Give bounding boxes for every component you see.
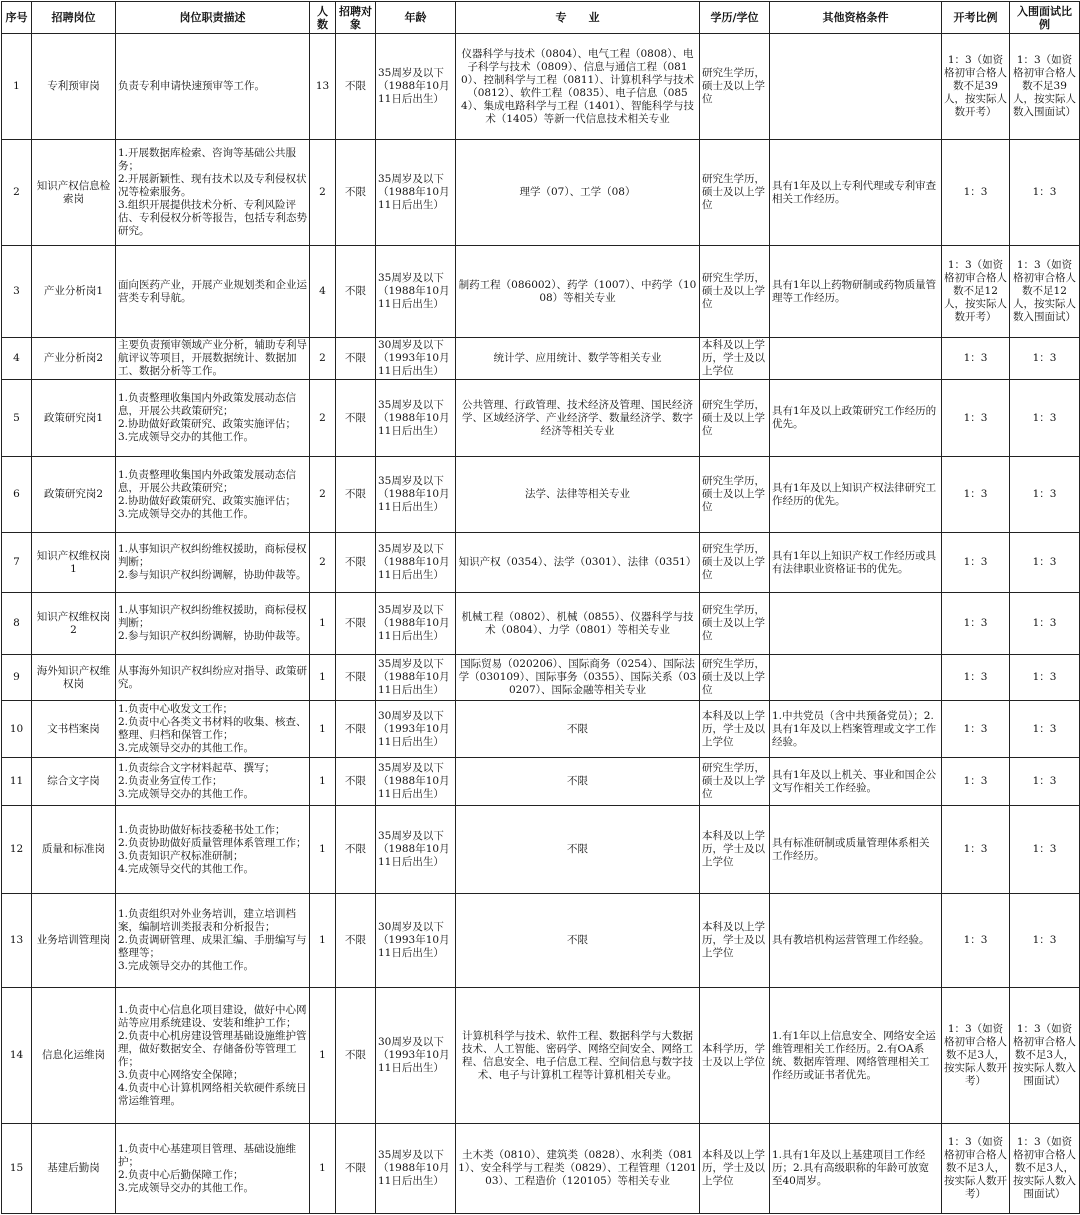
duty-line: 1.负责组织对外业务培训，建立培训档案，编制培训类报表和分析报告； [118, 908, 297, 933]
duty-line: 1.负责整理收集国内外政策发展动态信息，开展公共政策研究； [118, 468, 297, 494]
row-number: 5 [2, 380, 32, 457]
exam-ratio: 1：3 [942, 894, 1010, 988]
table-row [2, 457, 1080, 533]
recruit-target: 不限 [336, 988, 376, 1124]
position-duties [116, 533, 310, 593]
duty-line: 2.负责中心后勤保障工作； [118, 1168, 244, 1181]
duty-line: 1.从事知识产权纠纷维权援助，商标侵权判断； [118, 543, 307, 568]
interview-ratio: 1：3 [1010, 806, 1080, 894]
position-duties [116, 988, 310, 1124]
recruit-target: 不限 [336, 140, 376, 246]
position-duties [116, 34, 310, 140]
table-row [2, 338, 1080, 380]
duty-line: 3.完成领导交办的其他工作。 [118, 1181, 255, 1194]
age-requirement: 35周岁及以下（1988年10月11日后出生） [376, 593, 456, 655]
education-requirement: 本科及以上学历，学士及以上学位 [700, 338, 770, 380]
duty-line: 主要负责预审领域产业分析，辅助专利导航评议等项目，开展数据统计、数据加工、数据分析等工作。 [118, 339, 307, 377]
row-number: 1 [2, 34, 32, 140]
exam-ratio: 1：3 [942, 533, 1010, 593]
duty-line: 3.完成领导交办的其他工作。 [118, 507, 255, 520]
interview-ratio: 1：3 [1010, 338, 1080, 380]
education-requirement: 本科及以上学历，学士及以上学位 [700, 894, 770, 988]
row-number: 12 [2, 806, 32, 894]
exam-ratio: 1：3 [942, 758, 1010, 806]
position-duties [116, 593, 310, 655]
duty-line: 2.协助做好政策研究、政策实施评估； [118, 494, 297, 507]
headcount: 1 [310, 988, 336, 1124]
other-qualifications [770, 34, 942, 140]
headcount: 2 [310, 380, 336, 457]
exam-ratio: 1：3 [942, 457, 1010, 533]
table-row [2, 593, 1080, 655]
recruit-target: 不限 [336, 655, 376, 701]
other-qualifications: 具有标准研制或质量管理体系相关工作经历。 [770, 806, 942, 894]
table-body [2, 34, 1080, 1214]
duty-line: 1.负责综合文字材料起草、撰写； [118, 762, 276, 774]
row-number: 10 [2, 701, 32, 758]
duty-line: 1.负责协助做好标技委秘书处工作； [118, 823, 286, 836]
table-row [2, 701, 1080, 758]
duty-line: 从事海外知识产权纠纷应对指导、政策研究。 [118, 664, 307, 690]
recruit-target: 不限 [336, 894, 376, 988]
other-qualifications [770, 655, 942, 701]
headcount: 1 [310, 894, 336, 988]
row-number: 15 [2, 1124, 32, 1214]
position-duties [116, 457, 310, 533]
position-name: 产业分析岗2 [32, 338, 116, 380]
age-requirement: 35周岁及以下（1988年10月11日后出生） [376, 533, 456, 593]
other-qualifications: 1.有1年以上信息安全、网络安全运维管理相关工作经历。2.有OA系统、数据库管理、网络管理相关工作经历或证书者优先。 [770, 988, 942, 1124]
table-row [2, 246, 1080, 338]
interview-ratio: 1：3 [1010, 457, 1080, 533]
duty-line: 负责专利申请快速预审等工作。 [118, 80, 265, 92]
headcount: 1 [310, 806, 336, 894]
other-qualifications: 具有1年及以上专利代理或专利审查相关工作经历。 [770, 140, 942, 246]
education-requirement: 研究生学历，硕士及以上学位 [700, 593, 770, 655]
position-duties [116, 701, 310, 758]
other-qualifications: 1.具有1年及以上基建项目工作经历；2.具有高级职称的年龄可放宽至40周岁。 [770, 1124, 942, 1214]
headcount: 2 [310, 338, 336, 380]
position-name: 产业分析岗1 [32, 246, 116, 338]
recruit-target: 不限 [336, 380, 376, 457]
position-name: 知识产权维权岗2 [32, 593, 116, 655]
header-no: 序号 [2, 2, 32, 34]
exam-ratio: 1：3 [942, 140, 1010, 246]
header-duties: 岗位职责描述 [116, 2, 310, 34]
duty-line: 3.负责中心网络安全保障； [118, 1068, 244, 1081]
position-name: 专利预审岗 [32, 34, 116, 140]
row-number: 8 [2, 593, 32, 655]
exam-ratio: 1：3 [942, 655, 1010, 701]
duty-line: 1.负责中心收发文工作； [118, 703, 234, 715]
duty-line: 1.负责整理收集国内外政策发展动态信息，开展公共政策研究； [118, 392, 297, 417]
duty-line: 2.参与知识产权纠纷调解，协助仲裁等。 [118, 569, 307, 581]
recruit-target: 不限 [336, 758, 376, 806]
major-requirement: 机械工程（0802）、机械（0855）、仪器科学与技术（0804）、力学（0801）等相关专业 [456, 593, 700, 655]
position-duties [116, 655, 310, 701]
headcount: 2 [310, 457, 336, 533]
age-requirement: 30周岁及以下（1993年10月11日后出生） [376, 988, 456, 1124]
position-name: 海外知识产权维权岗 [32, 655, 116, 701]
recruit-target: 不限 [336, 593, 376, 655]
exam-ratio: 1：3 [942, 701, 1010, 758]
exam-ratio: 1：3（如资格初审合格人数不足12人，按实际人数开考） [942, 246, 1010, 338]
interview-ratio: 1：3 [1010, 655, 1080, 701]
education-requirement: 本科及以上学历，学士及以上学位 [700, 701, 770, 758]
position-duties [116, 806, 310, 894]
interview-ratio: 1：3（如资格初审合格人数不足3人，按实际人数入围面试） [1010, 988, 1080, 1124]
other-qualifications [770, 338, 942, 380]
duty-line: 3.负责知识产权标准研制； [118, 849, 244, 862]
table-row [2, 140, 1080, 246]
recruit-target: 不限 [336, 1124, 376, 1214]
recruit-target: 不限 [336, 246, 376, 338]
duty-line: 2.负责调研管理、成果汇编、手册编写与整理等； [118, 934, 307, 959]
position-duties [116, 894, 310, 988]
duty-line: 2.负责业务宣传工作； [118, 775, 223, 787]
exam-ratio: 1：3 [942, 338, 1010, 380]
major-requirement: 不限 [456, 758, 700, 806]
age-requirement: 35周岁及以下（1988年10月11日后出生） [376, 655, 456, 701]
row-number: 13 [2, 894, 32, 988]
headcount: 1 [310, 758, 336, 806]
duty-line: 3.完成领导交办的其他工作。 [118, 788, 255, 800]
major-requirement: 理学（07）、工学（08） [456, 140, 700, 246]
education-requirement: 研究生学历，硕士及以上学位 [700, 380, 770, 457]
major-requirement: 法学、法律等相关专业 [456, 457, 700, 533]
interview-ratio: 1：3 [1010, 758, 1080, 806]
table-row [2, 380, 1080, 457]
headcount: 4 [310, 246, 336, 338]
education-requirement: 本科学历，学士及以上学位 [700, 988, 770, 1124]
recruit-target: 不限 [336, 701, 376, 758]
position-name: 综合文字岗 [32, 758, 116, 806]
age-requirement: 35周岁及以下（1988年10月11日后出生） [376, 140, 456, 246]
exam-ratio: 1：3 [942, 593, 1010, 655]
header-age: 年龄 [376, 2, 456, 34]
headcount: 2 [310, 533, 336, 593]
major-requirement: 国际贸易（020206）、国际商务（0254）、国际法学（030109）、国际事务（0355）、国际关系（030207）、国际金融等相关专业 [456, 655, 700, 701]
recruit-target: 不限 [336, 34, 376, 140]
row-number: 4 [2, 338, 32, 380]
major-requirement: 仪器科学与技术（0804）、电气工程（0808）、电子科学与技术（0809）、信息与通信工程（0810）、控制科学与工程（0811）、计算机科学与技术（0812）、软件工程（0835）、电子信息（0854）、集成电路科学与工程（1401）、智能科学与技术（1405）等新一代信息技术相关专业 [456, 34, 700, 140]
row-number: 6 [2, 457, 32, 533]
table-row [2, 806, 1080, 894]
other-qualifications: 1.中共党员（含中共预备党员）；2.具有1年及以上档案管理或文字工作经验。 [770, 701, 942, 758]
education-requirement: 研究生学历，硕士及以上学位 [700, 457, 770, 533]
position-duties [116, 246, 310, 338]
headcount: 1 [310, 655, 336, 701]
row-number: 3 [2, 246, 32, 338]
position-name: 文书档案岗 [32, 701, 116, 758]
header-education: 学历/学位 [700, 2, 770, 34]
education-requirement: 研究生学历，硕士及以上学位 [700, 655, 770, 701]
major-requirement: 知识产权（0354）、法学（0301）、法律（0351） [456, 533, 700, 593]
age-requirement: 30周岁及以下（1993年10月11日后出生） [376, 701, 456, 758]
headcount: 2 [310, 140, 336, 246]
recruitment-table [1, 1, 1080, 1214]
header-other: 其他资格条件 [770, 2, 942, 34]
interview-ratio: 1：3 [1010, 380, 1080, 457]
interview-ratio: 1：3 [1010, 701, 1080, 758]
position-name: 政策研究岗1 [32, 380, 116, 457]
education-requirement: 研究生学历，硕士及以上学位 [700, 533, 770, 593]
table-row [2, 533, 1080, 593]
exam-ratio: 1：3 [942, 806, 1010, 894]
other-qualifications: 具有1年及以上知识产权法律研究工作经历的优先。 [770, 457, 942, 533]
header-target: 招聘对象 [336, 2, 376, 34]
headcount: 1 [310, 593, 336, 655]
position-name: 知识产权维权岗1 [32, 533, 116, 593]
table-row [2, 34, 1080, 140]
major-requirement: 计算机科学与技术、软件工程、数据科学与大数据技术、人工智能、密码学、网络空间安全、网络工程、信息安全、电子信息工程、空间信息与数字技术、电子与计算机工程等计算机相关专业。 [456, 988, 700, 1124]
other-qualifications: 具有1年及以上政策研究工作经历的优先。 [770, 380, 942, 457]
header-interview-ratio: 入围面试比例 [1010, 2, 1080, 34]
position-duties [116, 1124, 310, 1214]
recruit-target: 不限 [336, 533, 376, 593]
duty-line: 2.协助做好政策研究、政策实施评估； [118, 418, 297, 430]
header-position: 招聘岗位 [32, 2, 116, 34]
age-requirement: 35周岁及以下（1988年10月11日后出生） [376, 380, 456, 457]
duty-line: 3.完成领导交办的其他工作。 [118, 960, 255, 972]
table-row [2, 1124, 1080, 1214]
position-duties [116, 338, 310, 380]
other-qualifications: 具有1年以上药物研制或药物质量管理等工作经历。 [770, 246, 942, 338]
interview-ratio: 1：3（如资格初审合格人数不足3人，按实际人数入围面试） [1010, 1124, 1080, 1214]
interview-ratio: 1：3（如资格初审合格人数不足12人，按实际人数入围面试） [1010, 246, 1080, 338]
duty-line: 1.开展数据库检索、咨询等基础公共服务； [118, 147, 297, 172]
table-row [2, 894, 1080, 988]
duty-line: 面向医药产业，开展产业规划类和企业运营类专利导航。 [118, 278, 307, 304]
position-duties [116, 140, 310, 246]
recruit-target: 不限 [336, 457, 376, 533]
exam-ratio: 1：3 [942, 380, 1010, 457]
major-requirement: 公共管理、行政管理、技术经济及管理、国民经济学、区域经济学、产业经济学、数量经济学、数字经济等相关专业 [456, 380, 700, 457]
interview-ratio: 1：3 [1010, 140, 1080, 246]
age-requirement: 35周岁及以下（1988年10月11日后出生） [376, 1124, 456, 1214]
interview-ratio: 1：3 [1010, 533, 1080, 593]
age-requirement: 30周岁及以下（1993年10月11日后出生） [376, 338, 456, 380]
position-name: 业务培训管理岗 [32, 894, 116, 988]
table-row [2, 988, 1080, 1124]
headcount: 1 [310, 1124, 336, 1214]
duty-line: 2.负责中心各类文书材料的收集、核查、整理、归档和保管工作； [118, 716, 307, 741]
duty-line: 1.负责中心信息化项目建设，做好中心网站等应用系统建设、安装和维护工作； [118, 1003, 307, 1029]
recruit-target: 不限 [336, 806, 376, 894]
age-requirement: 30周岁及以下（1993年10月11日后出生） [376, 894, 456, 988]
duty-line: 1.负责中心基建项目管理、基础设施维护； [118, 1142, 297, 1168]
education-requirement: 研究生学历，硕士及以上学位 [700, 140, 770, 246]
age-requirement: 35周岁及以下（1988年10月11日后出生） [376, 457, 456, 533]
interview-ratio: 1：3 [1010, 894, 1080, 988]
row-number: 2 [2, 140, 32, 246]
exam-ratio: 1：3（如资格初审合格人数不足39人，按实际人数开考） [942, 34, 1010, 140]
headcount: 13 [310, 34, 336, 140]
education-requirement: 本科及以上学历，学士及以上学位 [700, 806, 770, 894]
row-number: 9 [2, 655, 32, 701]
header-major: 专 业 [456, 2, 700, 34]
age-requirement: 35周岁及以下（1988年10月11日后出生） [376, 758, 456, 806]
duty-line: 3.完成领导交办的其他工作。 [118, 431, 255, 443]
header-exam-ratio: 开考比例 [942, 2, 1010, 34]
table-row [2, 758, 1080, 806]
education-requirement: 研究生学历，硕士及以上学位 [700, 246, 770, 338]
major-requirement: 制药工程（086002）、药学（1007）、中药学（1008）等相关专业 [456, 246, 700, 338]
major-requirement: 土木类（0810）、建筑类（0828）、水利类（0811）、安全科学与工程类（0829）、工程管理（120103）、工程造价（120105）等相关专业 [456, 1124, 700, 1214]
education-requirement: 研究生学历，硕士及以上学位 [700, 758, 770, 806]
major-requirement: 不限 [456, 701, 700, 758]
duty-line: 3.完成领导交办的其他工作。 [118, 742, 255, 754]
table-row [2, 655, 1080, 701]
age-requirement: 35周岁及以下（1988年10月11日后出生） [376, 806, 456, 894]
major-requirement: 不限 [456, 894, 700, 988]
interview-ratio: 1：3 [1010, 593, 1080, 655]
education-requirement: 本科及以上学历，学士及以上学位 [700, 1124, 770, 1214]
position-name: 基建后勤岗 [32, 1124, 116, 1214]
duty-line: 4.负责中心计算机网络相关软硬件系统日常运维管理。 [118, 1081, 307, 1107]
age-requirement: 35周岁及以下（1988年10月11日后出生） [376, 246, 456, 338]
headcount: 1 [310, 701, 336, 758]
duty-line: 1.从事知识产权纠纷维权援助，商标侵权判断； [118, 604, 307, 629]
education-requirement: 研究生学历，硕士及以上学位 [700, 34, 770, 140]
position-name: 质量和标准岗 [32, 806, 116, 894]
interview-ratio: 1：3（如资格初审合格人数不足39人，按实际人数入围面试） [1010, 34, 1080, 140]
row-number: 14 [2, 988, 32, 1124]
duty-line: 2.负责协助做好质量管理体系管理工作； [118, 836, 307, 849]
header-count: 人数 [310, 2, 336, 34]
age-requirement: 35周岁及以下（1988年10月11日后出生） [376, 34, 456, 140]
table-header [2, 2, 1080, 34]
major-requirement: 统计学、应用统计、数学等相关专业 [456, 338, 700, 380]
duty-line: 3.组织开展提供技术分析、专利风险评估、专利侵权分析等报告，包括专利态势研究。 [118, 199, 307, 237]
exam-ratio: 1：3（如资格初审合格人数不足3人，按实际人数开考） [942, 1124, 1010, 1214]
duty-line: 2.负责中心机房建设管理基础设施维护管理，做好数据安全、存储备份等管理工作； [118, 1029, 307, 1068]
duty-line: 4.完成领导交代的其他工作。 [118, 862, 255, 875]
row-number: 7 [2, 533, 32, 593]
other-qualifications [770, 593, 942, 655]
position-duties [116, 758, 310, 806]
position-name: 信息化运维岗 [32, 988, 116, 1124]
duty-line: 2.参与知识产权纠纷调解，协助仲裁等。 [118, 630, 307, 642]
position-name: 知识产权信息检索岗 [32, 140, 116, 246]
position-duties [116, 380, 310, 457]
recruit-target: 不限 [336, 338, 376, 380]
position-name: 政策研究岗2 [32, 457, 116, 533]
major-requirement: 不限 [456, 806, 700, 894]
other-qualifications: 具有1年及以上机关、事业和国企公文写作相关工作经验。 [770, 758, 942, 806]
other-qualifications: 具有教培机构运营管理工作经验。 [770, 894, 942, 988]
exam-ratio: 1：3（如资格初审合格人数不足3人，按实际人数开考） [942, 988, 1010, 1124]
row-number: 11 [2, 758, 32, 806]
header-row [2, 2, 1080, 34]
other-qualifications: 具有1年以上知识产权工作经历或具有法律职业资格证书的优先。 [770, 533, 942, 593]
duty-line: 2.开展新颖性、现有技术以及专利侵权状况等检索服务。 [118, 173, 307, 198]
